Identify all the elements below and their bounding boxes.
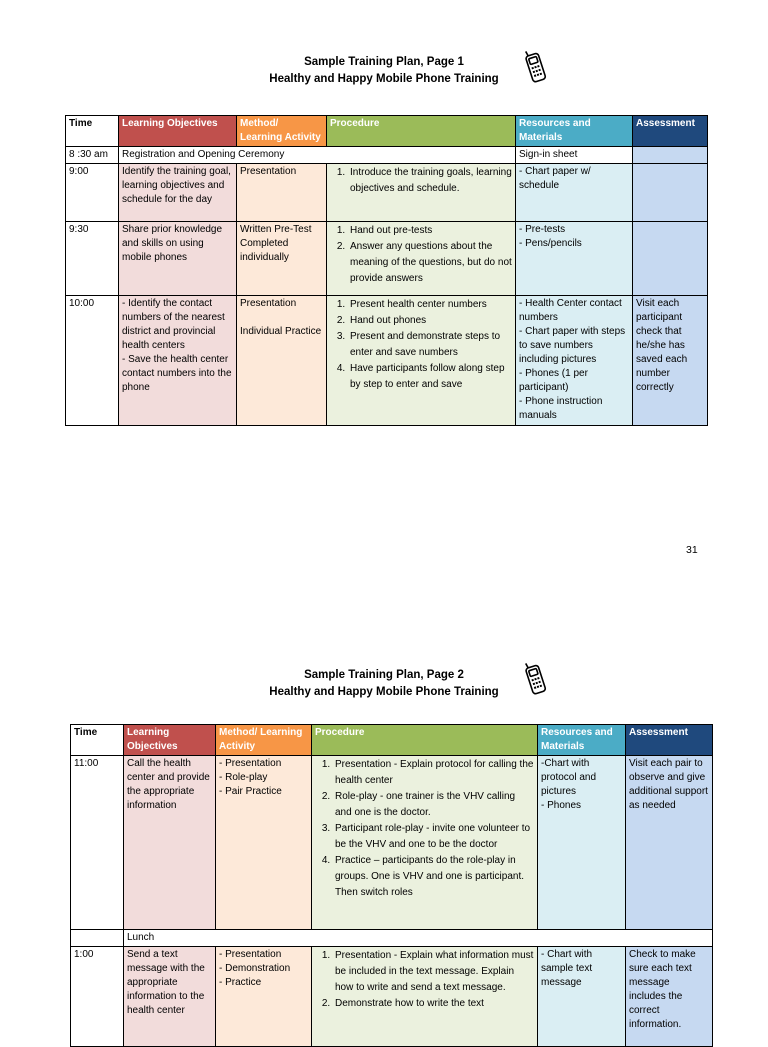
table-row-lunch xyxy=(71,930,713,947)
resource-item: - Phone instruction manuals xyxy=(519,396,603,421)
objective-item: - Identify the contact numbers of the nearest district and provincial health centers xyxy=(122,298,225,351)
procedure-step: 2. Demonstrate how to write the text xyxy=(333,996,534,1012)
objectives-cell: Identify the training goal, learning objectives and schedule for the day xyxy=(119,164,237,222)
table-header-row xyxy=(66,116,708,147)
mobile-phone-icon xyxy=(522,49,550,85)
table-row xyxy=(66,222,708,296)
method-item: Individual Practice xyxy=(240,326,322,337)
activity-cell: Registration and Opening Ceremony xyxy=(119,147,516,164)
method-cell xyxy=(237,296,327,426)
page-2-title-line-2: Healthy and Happy Mobile Phone Training xyxy=(269,686,499,698)
procedure-step: 4. Have participants follow along step by step to enter and save xyxy=(348,361,512,393)
resource-item: -Chart with protocol and pictures xyxy=(541,758,597,797)
table-row xyxy=(71,947,713,1047)
page-1-title xyxy=(0,54,768,88)
assessment-cell xyxy=(633,164,708,222)
header-resources: Resources and Materials xyxy=(538,725,626,756)
resource-item: - Health Center contact numbers xyxy=(519,298,622,323)
page-2-title-line-1: Sample Training Plan, Page 2 xyxy=(304,669,464,681)
objectives-cell xyxy=(119,296,237,426)
resource-item: - Phones (1 per participant) xyxy=(519,368,588,393)
resources-cell: - Chart with sample text message xyxy=(538,947,626,1047)
method-item: - Presentation xyxy=(219,758,282,769)
mobile-phone-icon xyxy=(522,661,550,697)
assessment-cell xyxy=(633,222,708,296)
procedure-step: 1. Hand out pre-tests xyxy=(348,223,512,239)
assessment-cell xyxy=(633,147,708,164)
resource-item: - Phones xyxy=(541,800,582,811)
procedure-cell xyxy=(312,947,538,1047)
procedure-cell xyxy=(327,164,516,222)
time-cell xyxy=(71,930,124,947)
assessment-cell: Check to make sure each text message includes the correct information. xyxy=(626,947,713,1047)
lunch-cell: Lunch xyxy=(124,930,713,947)
header-time: Time xyxy=(66,116,119,147)
time-cell: 1:00 xyxy=(71,947,124,1047)
procedure-step: 3. Participant role-play - invite one volunteer to be the VHV and one to be the doctor xyxy=(333,821,534,853)
method-cell: Written Pre-Test Completed individually xyxy=(237,222,327,296)
method-item: - Presentation xyxy=(219,949,282,960)
header-assessment: Assessment xyxy=(633,116,708,147)
method-cell xyxy=(216,756,312,930)
header-method: Method/ Learning Activity xyxy=(237,116,327,147)
procedure-step: 1. Present health center numbers xyxy=(348,297,512,313)
method-item: - Demonstration xyxy=(219,963,291,974)
header-resources: Resources and Materials xyxy=(516,116,633,147)
time-cell: 10:00 xyxy=(66,296,119,426)
resources-cell xyxy=(516,296,633,426)
time-cell: 8 :30 am xyxy=(66,147,119,164)
procedure-step: 3. Present and demonstrate steps to enter and save numbers xyxy=(348,329,512,361)
header-method: Method/ Learning Activity xyxy=(216,725,312,756)
resources-cell: - Chart paper w/ schedule xyxy=(516,164,633,222)
resource-item: - Chart paper with steps to save numbers including pictures xyxy=(519,326,626,365)
procedure-cell xyxy=(312,756,538,930)
resources-cell: Sign-in sheet xyxy=(516,147,633,164)
resource-item: - Pre-tests xyxy=(519,224,566,235)
procedure-cell xyxy=(327,296,516,426)
objectives-cell: Share prior knowledge and skills on using mobile phones xyxy=(119,222,237,296)
header-assessment: Assessment xyxy=(626,725,713,756)
header-time: Time xyxy=(71,725,124,756)
procedure-step: 2. Role-play - one trainer is the VHV calling and one is the doctor. xyxy=(333,789,534,821)
procedure-step: 2. Answer any questions about the meaning of the questions, but do not provide answers xyxy=(348,239,512,287)
procedure-cell xyxy=(327,222,516,296)
table-row xyxy=(66,164,708,222)
assessment-cell: Visit each pair to observe and give additional support as needed xyxy=(626,756,713,930)
time-cell: 9:00 xyxy=(66,164,119,222)
procedure-step: 2. Hand out phones xyxy=(348,313,512,329)
assessment-cell: Visit each participant check that he/she has saved each number correctly xyxy=(633,296,708,426)
header-procedure: Procedure xyxy=(312,725,538,756)
objective-item: - Save the health center contact numbers into the phone xyxy=(122,354,232,393)
header-learning-objectives: Learning Objectives xyxy=(124,725,216,756)
page-1-title-line-1: Sample Training Plan, Page 1 xyxy=(304,56,464,68)
page-2-title xyxy=(0,667,768,701)
training-plan-table-page-1 xyxy=(65,115,708,426)
header-procedure: Procedure xyxy=(327,116,516,147)
procedure-step: 1. Presentation - Explain protocol for calling the health center xyxy=(333,757,534,789)
table-header-row xyxy=(71,725,713,756)
method-item: - Pair Practice xyxy=(219,786,282,797)
table-row xyxy=(71,756,713,930)
method-cell: Presentation xyxy=(237,164,327,222)
objectives-cell: Send a text message with the appropriate information to the health center xyxy=(124,947,216,1047)
objectives-cell: Call the health center and provide the appropriate information xyxy=(124,756,216,930)
training-plan-table-page-2 xyxy=(70,724,713,1047)
resource-item: - Pens/pencils xyxy=(519,238,582,249)
procedure-step: 1. Presentation - Explain what information must be included in the text message. Explain how to write and send a text message. xyxy=(333,948,534,996)
header-learning-objectives: Learning Objectives xyxy=(119,116,237,147)
method-cell xyxy=(216,947,312,1047)
time-cell: 9:30 xyxy=(66,222,119,296)
page-number: 31 xyxy=(686,544,698,556)
resources-cell xyxy=(516,222,633,296)
method-item: Presentation xyxy=(240,298,297,309)
table-row xyxy=(66,147,708,164)
method-item: - Practice xyxy=(219,977,262,988)
procedure-step: 1. Introduce the training goals, learning objectives and schedule. xyxy=(348,165,512,197)
resources-cell xyxy=(538,756,626,930)
method-item: - Role-play xyxy=(219,772,268,783)
page-1-title-line-2: Healthy and Happy Mobile Phone Training xyxy=(269,73,499,85)
procedure-step: 4. Practice – participants do the role-play in groups. One is VHV and one is participant. Then switch roles xyxy=(333,853,534,901)
time-cell: 11:00 xyxy=(71,756,124,930)
table-row xyxy=(66,296,708,426)
